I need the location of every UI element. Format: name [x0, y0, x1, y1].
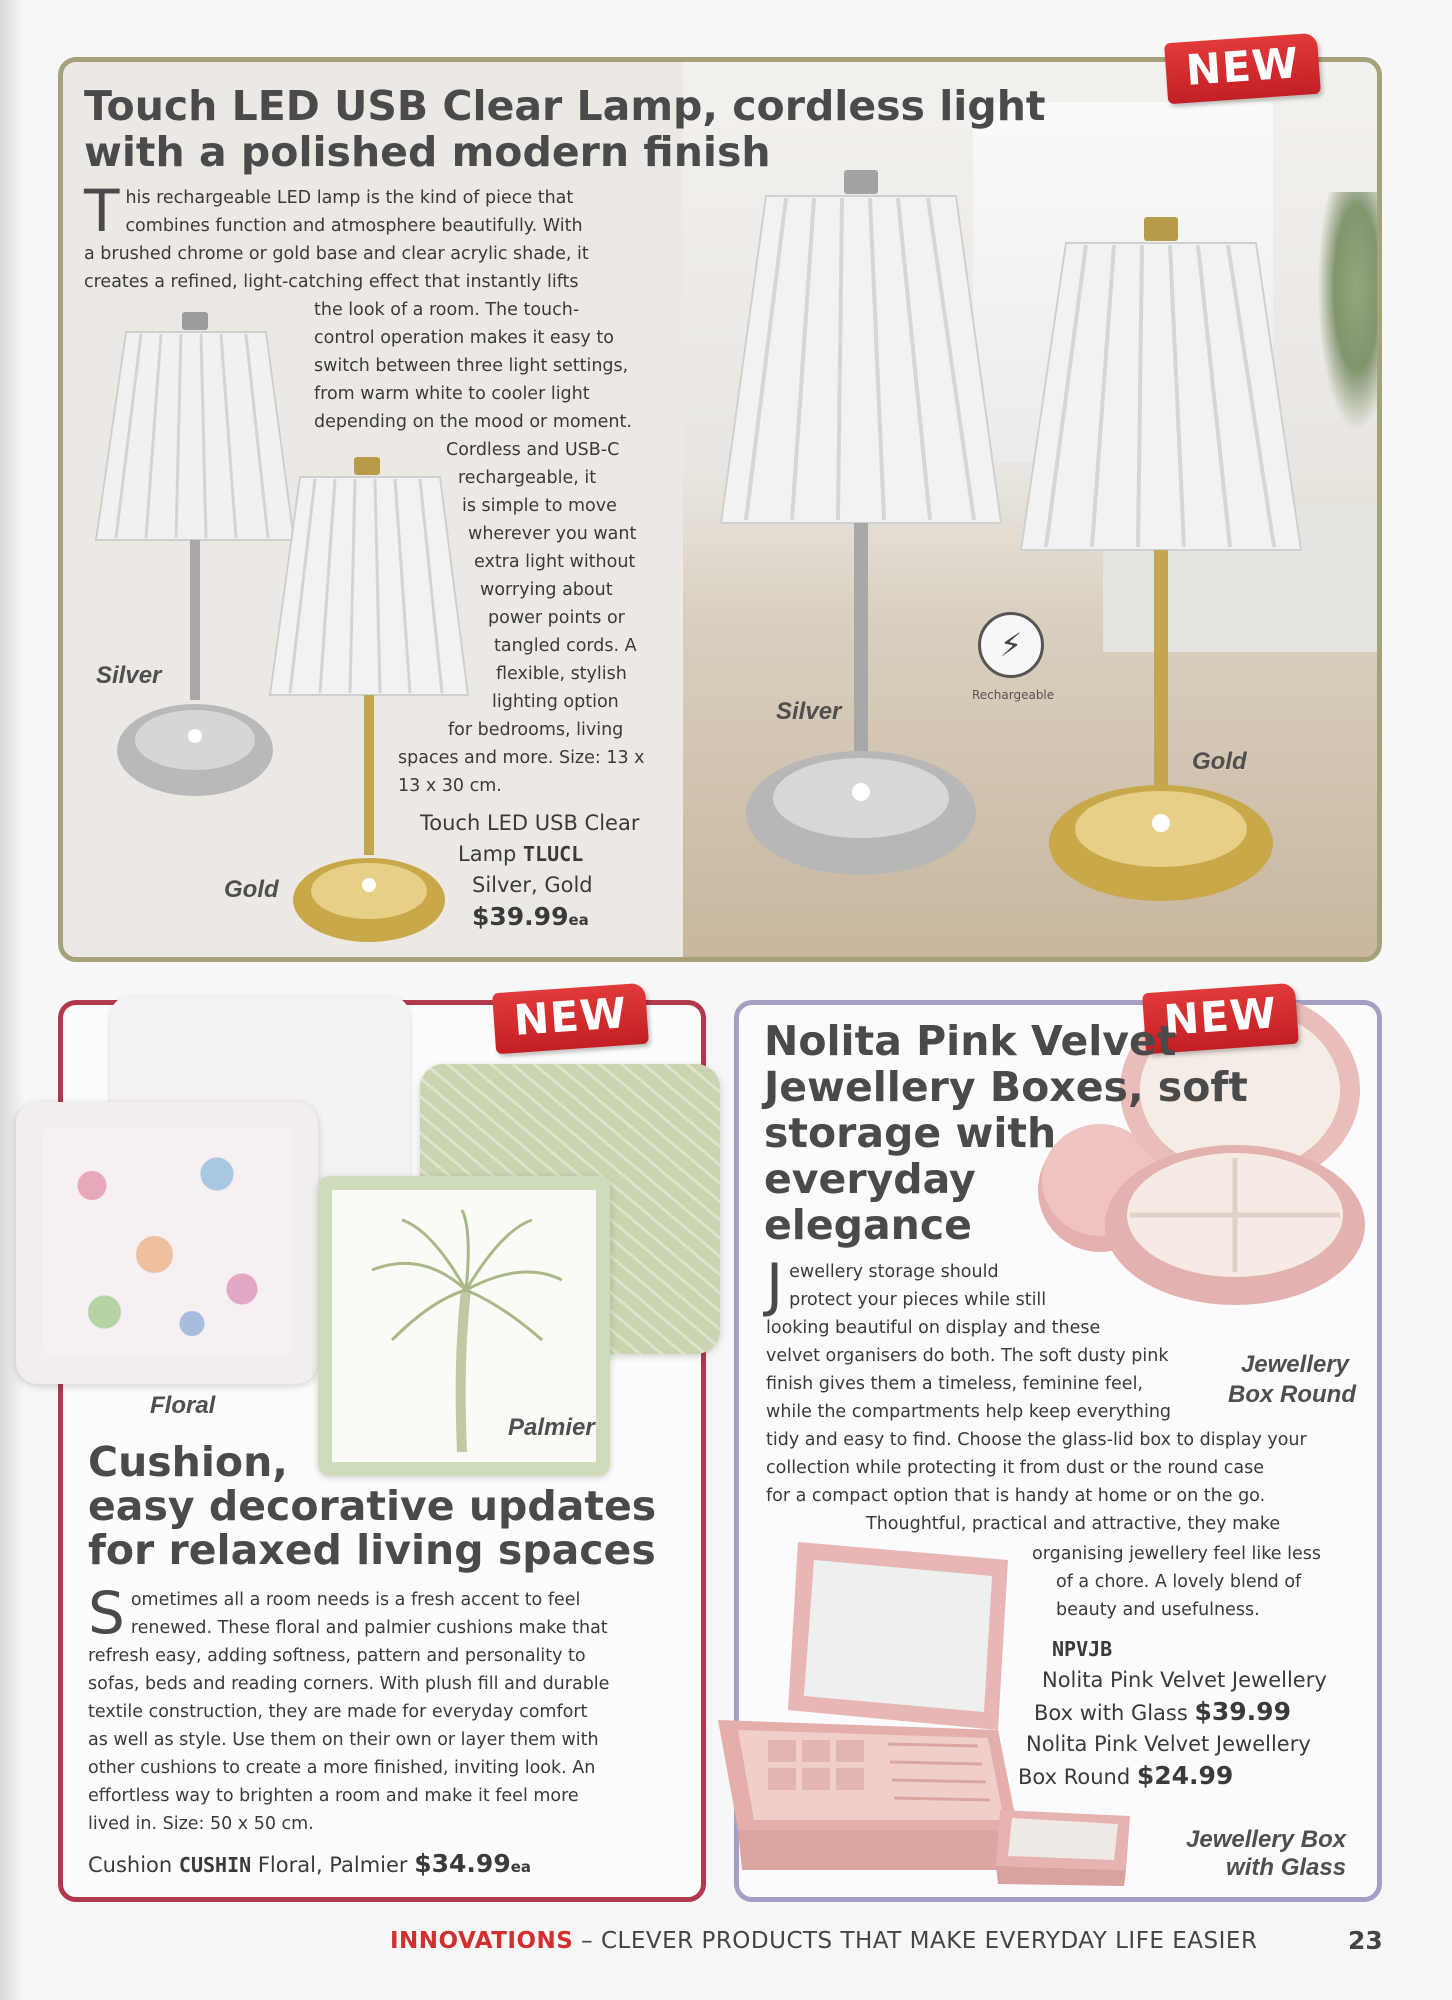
lamp-line: worrying about	[480, 580, 613, 600]
lamp-product-name: Touch LED USB Clear	[420, 811, 640, 835]
lamp-line: his rechargeable LED lamp is the kind of piece that	[125, 188, 574, 208]
jewellery-new-badge: NEW	[1142, 983, 1299, 1055]
jewellery-line: organising jewellery feel like less	[1032, 1544, 1321, 1564]
jewellery-description	[766, 1251, 1047, 1319]
gold-lamp-large-image	[1006, 215, 1316, 935]
lamp-line: control operation makes it easy to	[314, 328, 614, 348]
caption-silver-small: Silver	[96, 662, 162, 689]
jewellery-line: looking beautiful on display and these	[766, 1318, 1101, 1338]
lamp-description	[84, 177, 684, 245]
cushion-line: renewed. These floral and palmier cushions make that	[130, 1618, 608, 1638]
lamp-new-badge: NEW	[1164, 33, 1321, 105]
cushion-line: as well as style. Use them on their own or layer them with	[88, 1730, 599, 1750]
gold-lamp-small-image	[260, 455, 480, 945]
jewellery-line: for a compact option that is handy at home or on the go.	[766, 1486, 1266, 1506]
caption-jewellery-box-round	[1228, 1350, 1356, 1410]
cushion-title	[88, 1440, 656, 1572]
small-glass-jewellery-box-image	[990, 1800, 1140, 1890]
jewellery-item1-line1: Nolita Pink Velvet Jewellery	[1042, 1668, 1327, 1692]
jewellery-title-line: Jewellery Boxes, soft	[764, 1063, 1248, 1111]
page-gutter-shadow	[0, 0, 24, 2000]
lamp-line: creates a refined, light-catching effect that instantly lifts	[84, 272, 579, 292]
cushion-title-line-2: easy decorative updates	[88, 1482, 657, 1530]
footer-brand: INNOVATIONS	[390, 1928, 574, 1954]
lamp-price: $39.99	[472, 902, 569, 931]
jewellery-title	[764, 1018, 1248, 1248]
caption-silver-large: Silver	[776, 698, 842, 725]
lamp-title	[84, 84, 1045, 176]
cushion-title-line-1: Cushion,	[88, 1438, 288, 1486]
lamp-line: spaces and more. Size: 13 x	[398, 748, 645, 768]
lamp-line: 13 x 30 cm.	[398, 776, 502, 796]
caption-glass-line-2: with Glass	[1226, 1854, 1347, 1881]
floral-pattern	[42, 1128, 292, 1358]
cushion-title-line-3: for relaxed living spaces	[88, 1526, 656, 1574]
jewellery-item2-price: $24.99	[1136, 1761, 1234, 1790]
cushion-price-unit: ea	[510, 1858, 532, 1876]
jewellery-title-line: storage with	[764, 1109, 1057, 1157]
cushion-line: effortless way to brighten a room and make it feel more	[88, 1786, 579, 1806]
jewellery-title-line: everyday	[764, 1155, 976, 1203]
rechargeable-label: Rechargeable	[972, 688, 1055, 702]
jewellery-dropcap: J	[766, 1251, 784, 1319]
lamp-line: a brushed chrome or gold base and clear acrylic shade, it	[84, 244, 589, 264]
lamp-line: Cordless and USB-C	[446, 440, 620, 460]
jewellery-price-block	[1018, 1634, 1327, 1793]
page-number: 23	[1348, 1926, 1383, 1955]
lamp-line: combines function and atmosphere beautifully. With	[125, 216, 583, 236]
cushion-product-code: CUSHIN	[178, 1853, 252, 1877]
footer-tagline: – CLEVER PRODUCTS THAT MAKE EVERYDAY LIFE EASIER	[573, 1928, 1258, 1954]
jewellery-line: beauty and usefulness.	[1056, 1600, 1260, 1620]
jewellery-line: of a chore. A lovely blend of	[1056, 1572, 1302, 1592]
floral-cushion-image	[16, 1102, 318, 1384]
lamp-line: the look of a room. The touch-	[314, 300, 580, 320]
jewellery-title-line: elegance	[764, 1201, 972, 1249]
cushion-line: ometimes all a room needs is a fresh accent to feel	[130, 1590, 581, 1610]
jewellery-line: ewellery storage should	[789, 1262, 999, 1282]
lamp-product-name-2: Lamp	[458, 842, 517, 866]
lamp-line: switch between three light settings,	[314, 356, 629, 376]
cushion-product-name: Cushion	[88, 1853, 173, 1877]
lamp-price-unit: ea	[568, 911, 589, 929]
caption-jewellery-box-glass	[1186, 1826, 1346, 1882]
cushion-new-badge: NEW	[492, 983, 649, 1055]
caption-glass-line-1: Jewellery Box	[1186, 1826, 1347, 1853]
lamp-line: rechargeable, it	[458, 468, 597, 488]
lamp-title-line-1: Touch LED USB Clear Lamp, cordless light	[84, 82, 1046, 130]
jewellery-line: velvet organisers do both. The soft dusty pink	[766, 1346, 1169, 1366]
lamp-line: extra light without	[474, 552, 636, 572]
jewellery-item1-price: $39.99	[1194, 1697, 1291, 1726]
lamp-variants: Silver, Gold	[472, 873, 593, 897]
jewellery-title-line: Nolita Pink Velvet	[764, 1017, 1177, 1065]
jewellery-item2-line1: Nolita Pink Velvet Jewellery	[1026, 1732, 1311, 1756]
lamp-line: flexible, stylish	[496, 664, 627, 684]
jewellery-item2-line2: Box Round	[1018, 1765, 1131, 1789]
caption-round-line-1: Jewellery	[1240, 1351, 1350, 1378]
cushion-line: lived in. Size: 50 x 50 cm.	[88, 1814, 314, 1834]
lamp-dropcap: T	[84, 177, 120, 245]
jewellery-line: while the compartments help keep everything	[766, 1402, 1172, 1422]
cushion-variants: Floral, Palmier	[257, 1853, 408, 1877]
page-footer	[390, 1928, 1390, 1954]
lamp-line: power points or	[488, 608, 625, 628]
lamp-line: lighting option	[492, 692, 619, 712]
caption-gold-large: Gold	[1192, 748, 1247, 775]
lamp-line: for bedrooms, living	[448, 720, 624, 740]
jewellery-line: collection while protecting it from dust or the round case	[766, 1458, 1265, 1478]
cushion-line: other cushions to create a more finished, inviting look. An	[88, 1758, 596, 1778]
caption-palmier: Palmier	[508, 1414, 595, 1441]
cushion-price: $34.99	[414, 1849, 511, 1878]
jewellery-line: protect your pieces while still	[789, 1290, 1047, 1310]
cushion-line: refresh easy, adding softness, pattern and personality to	[88, 1646, 586, 1666]
caption-gold-small: Gold	[224, 876, 279, 903]
jewellery-line: tidy and easy to find. Choose the glass-lid box to display your	[766, 1430, 1307, 1450]
cushion-description	[88, 1579, 688, 1838]
room-plant	[1317, 192, 1382, 432]
usb-rechargeable-icon: ⚡	[978, 612, 1044, 678]
jewellery-line: finish gives them a timeless, feminine feel,	[766, 1374, 1143, 1394]
cushion-price-block	[88, 1848, 531, 1883]
caption-round-line-2: Box Round	[1228, 1381, 1356, 1408]
lamp-line: is simple to move	[462, 496, 617, 516]
jewellery-product-code: NPVJB	[1052, 1637, 1113, 1661]
cushion-line: sofas, beds and reading corners. With plush fill and durable	[88, 1674, 610, 1694]
glass-jewellery-box-image	[708, 1540, 1028, 1880]
lamp-line: tangled cords. A	[494, 636, 637, 656]
cushion-line: textile construction, they are made for everyday comfort	[88, 1702, 588, 1722]
lamp-line: wherever you want	[468, 524, 637, 544]
lamp-product-code: TLUCL	[523, 842, 584, 866]
jewellery-line: Thoughtful, practical and attractive, they make	[866, 1514, 1281, 1534]
caption-floral: Floral	[150, 1392, 216, 1419]
lamp-line: depending on the mood or moment.	[314, 412, 632, 432]
lamp-title-line-2: with a polished modern finish	[84, 127, 771, 176]
jewellery-item2-line2-wrap	[1018, 1760, 1327, 1793]
jewellery-item1-line2-wrap	[1018, 1696, 1327, 1729]
silver-lamp-large-image	[706, 168, 1016, 888]
cushion-dropcap: S	[88, 1579, 125, 1647]
jewellery-item1-line2: Box with Glass	[1034, 1701, 1188, 1725]
lamp-line: from warm white to cooler light	[314, 384, 590, 404]
